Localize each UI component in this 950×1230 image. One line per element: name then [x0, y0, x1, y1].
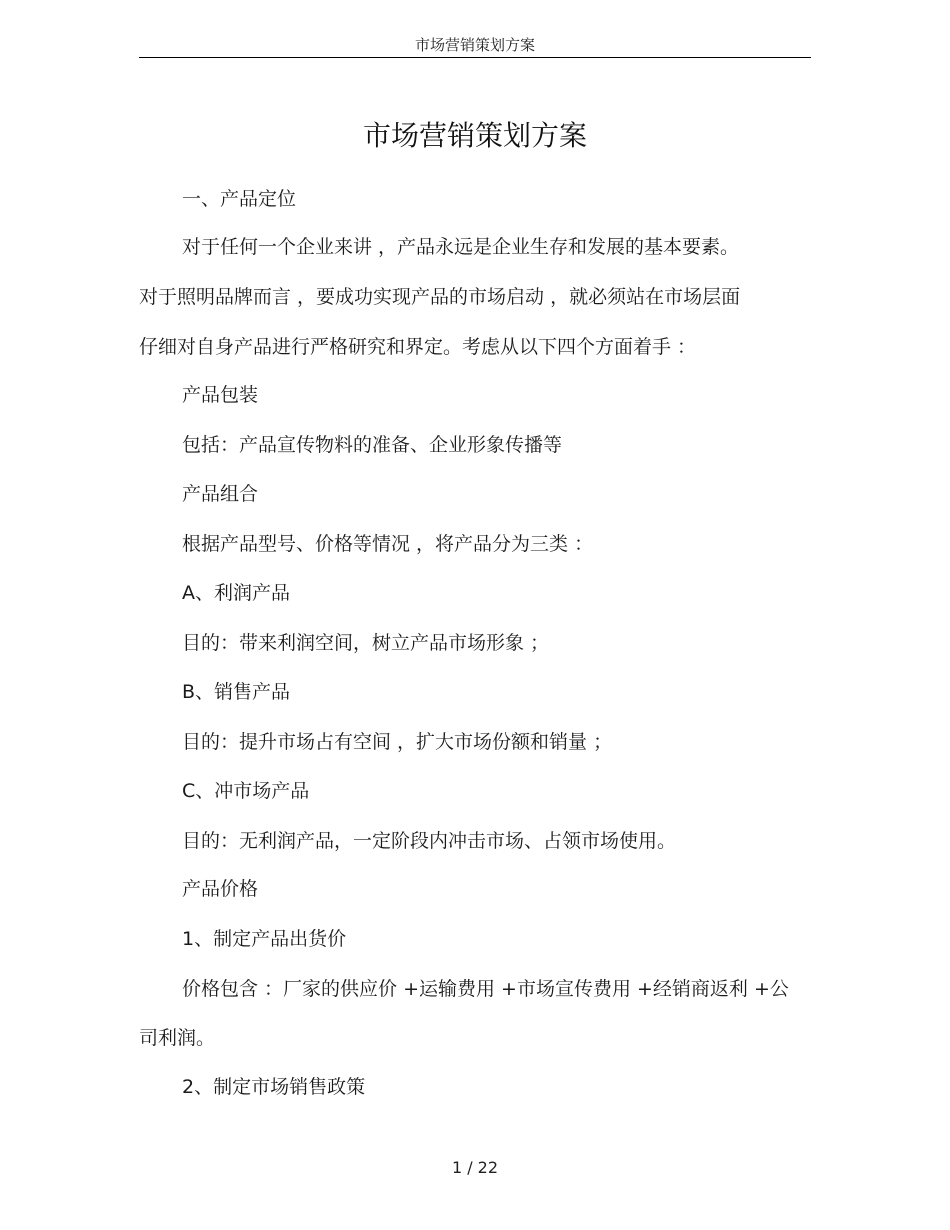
- paragraph-line: 司利润。: [139, 1027, 216, 1049]
- paragraph-line: 目的：提升市场占有空间 ，扩大市场份额和销量 ；: [182, 731, 613, 753]
- paragraph-line: 仔细对自身产品进行严格研究和界定。考虑从以下四个方面着手 ：: [139, 336, 697, 358]
- list-item-market-push-product: C、冲市场产品: [182, 780, 310, 802]
- list-item-factory-price: 1、制定产品出货价: [182, 928, 347, 950]
- paragraph-line: 包括：产品宣传物料的准备、企业形象传播等: [182, 434, 563, 456]
- list-item-sales-policy: 2、制定市场销售政策: [182, 1076, 366, 1098]
- document-title: 市场营销策划方案: [362, 119, 587, 152]
- running-header: 市场营销策划方案: [414, 36, 535, 54]
- header-rule: [139, 57, 811, 58]
- paragraph-line: 根据产品型号、价格等情况 ，将产品分为三类 ：: [182, 533, 594, 555]
- page-number: 1 / 22: [451, 1158, 499, 1177]
- paragraph-line: 对于任何一个企业来讲 ，产品永远是企业生存和发展的基本要素。: [182, 236, 740, 258]
- subheading-product-price: 产品价格: [182, 878, 259, 900]
- paragraph-line: 目的：无利润产品，一定阶段内冲击市场、占领市场使用。: [182, 830, 677, 852]
- list-item-profit-product: A、利润产品: [182, 582, 290, 604]
- paragraph-line: 对于照明品牌而言 ，要成功实现产品的市场启动 ，就必须站在市场层面: [139, 286, 741, 308]
- subheading-product-packaging: 产品包装: [182, 384, 259, 406]
- paragraph-line: 价格包含 ：厂家的供应价 +运输费用 +市场宣传费用 +经销商返利 +公: [182, 978, 789, 1000]
- section-heading-product-positioning: 一、产品定位: [182, 188, 297, 210]
- paragraph-line: 目的：带来利润空间，树立产品市场形象 ；: [182, 632, 550, 654]
- list-item-sales-product: B、销售产品: [182, 681, 291, 703]
- subheading-product-mix: 产品组合: [182, 483, 259, 505]
